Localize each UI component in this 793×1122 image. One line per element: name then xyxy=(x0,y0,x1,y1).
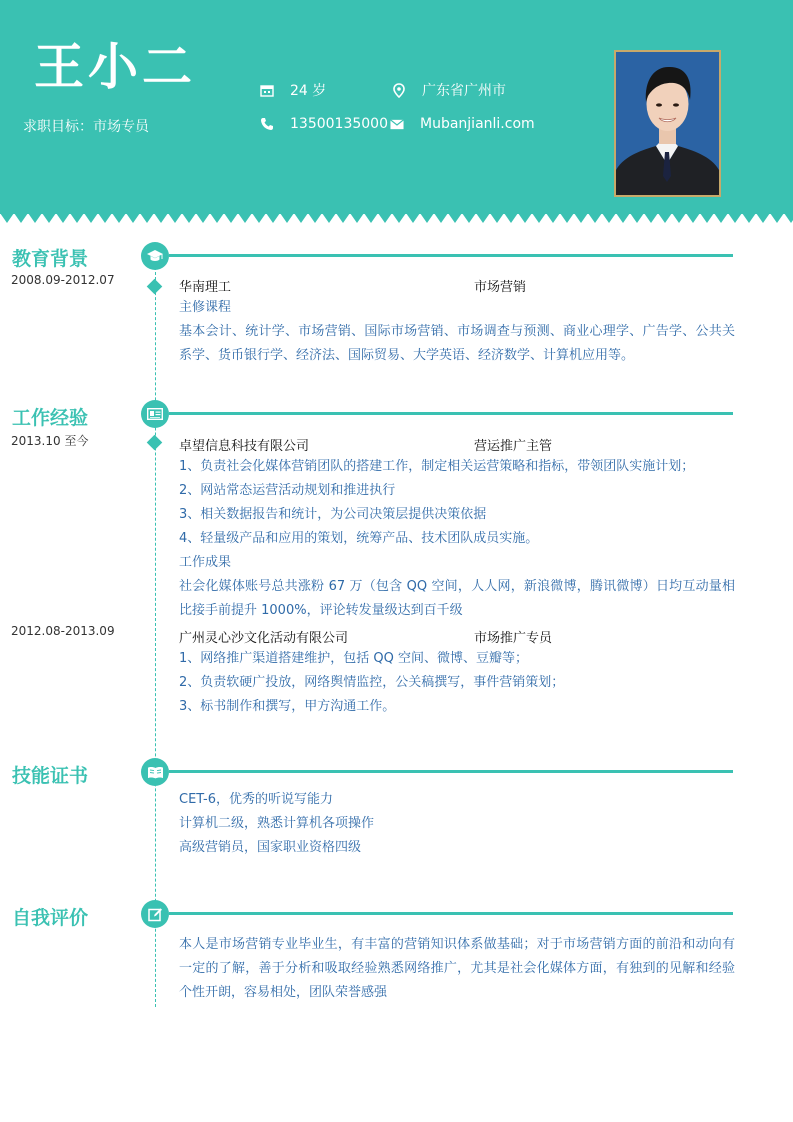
job-2-duty-2: 2、负责软硬广投放，网络舆情监控，公关稿撰写，事件营销策划； xyxy=(179,675,565,690)
courses-label: 主修课程 xyxy=(179,300,232,315)
job-2-company: 广州灵心沙文化活动有限公司 xyxy=(179,631,349,646)
section-rule-self xyxy=(169,912,733,915)
book-icon xyxy=(141,758,169,786)
job-1-date: 2013.10 至今 xyxy=(11,434,89,448)
job-2-position: 市场推广专员 xyxy=(474,631,553,646)
job-1-result-label: 工作成果 xyxy=(179,555,232,570)
education-date: 2008.09-2012.07 xyxy=(11,273,115,287)
location-pin-icon xyxy=(392,83,406,97)
email-info xyxy=(390,116,535,132)
phone-icon xyxy=(260,117,274,131)
section-title-self: 自我评价 xyxy=(12,907,89,929)
self-evaluation-text: 本人是市场营销专业毕业生，有丰富的营销知识体系做基础；对于市场营销方面的前沿和动向有一定的了解，善于分析和吸取经验熟悉网络推广，尤其是社会化媒体方面，有独到的见解和经验个性开朗，容易相处，团队荣誉感强 xyxy=(179,937,735,1000)
section-rule-education xyxy=(169,254,733,257)
job-2-duty-1: 1、网络推广渠道搭建维护，包括 QQ 空间、微博、豆瓣等； xyxy=(179,651,529,666)
skill-item-2: 计算机二级，熟悉计算机各项操作 xyxy=(179,816,375,831)
job-2-date: 2012.08-2013.09 xyxy=(11,624,115,638)
header-zigzag-edge xyxy=(0,213,793,225)
phone-value: 13500135000 xyxy=(290,116,388,132)
job-1-duty-2: 2、网站常态运营活动规划和推进执行 xyxy=(179,483,396,498)
job-1-position: 营运推广主管 xyxy=(474,439,553,454)
edit-icon xyxy=(141,900,169,928)
job-objective: 求职目标：市场专员 xyxy=(23,119,149,135)
location-value: 广东省广州市 xyxy=(422,83,506,99)
section-title-skills: 技能证书 xyxy=(12,765,89,787)
phone-info xyxy=(260,116,388,132)
skill-item-3: 高级营销员，国家职业资格四级 xyxy=(179,840,362,855)
job-1-result: 社会化媒体账号总共涨粉 67 万（包含 QQ 空间，人人网，新浪微博，腾讯微博）日均互动量相比接手前提升 1000%，评论转发量级达到百千级 xyxy=(179,579,735,618)
email-value: Mubanjianli.com xyxy=(420,116,535,132)
job-1-company: 卓望信息科技有限公司 xyxy=(179,439,310,454)
section-rule-skills xyxy=(169,770,733,773)
calendar-icon xyxy=(260,83,274,97)
major-name: 市场营销 xyxy=(474,280,527,295)
location-info xyxy=(392,80,506,100)
school-name: 华南理工 xyxy=(179,280,232,295)
age-info xyxy=(260,80,326,100)
section-title-education: 教育背景 xyxy=(12,248,89,270)
job-1-duty-3: 3、相关数据报告和统计，为公司决策层提供决策依据 xyxy=(179,507,487,522)
candidate-name: 王小二 xyxy=(34,38,196,96)
section-rule-work xyxy=(169,412,733,415)
skill-item-1: CET-6，优秀的听说写能力 xyxy=(179,792,334,807)
mail-icon xyxy=(390,117,404,131)
section-title-work: 工作经验 xyxy=(12,407,89,429)
graduation-cap-icon xyxy=(141,242,169,270)
job-1-duty-1: 1、负责社会化媒体营销团队的搭建工作，制定相关运营策略和指标，带领团队实施计划； xyxy=(179,459,695,474)
courses-text: 基本会计、统计学、市场营销、国际市场营销、市场调查与预测、商业心理学、广告学、公共关系学、货币银行学、经济法、国际贸易、大学英语、经济数学、计算机应用等。 xyxy=(179,324,735,363)
timeline-marker xyxy=(147,279,163,295)
profile-photo xyxy=(614,50,721,197)
id-card-icon xyxy=(141,400,169,428)
timeline-marker xyxy=(147,435,163,451)
job-2-duty-3: 3、标书制作和撰写，甲方沟通工作。 xyxy=(179,699,396,714)
timeline-line xyxy=(155,262,156,1007)
job-1-duty-4: 4、轻量级产品和应用的策划，统筹产品、技术团队成员实施。 xyxy=(179,531,539,546)
age-value: 24 岁 xyxy=(290,83,327,99)
header-banner xyxy=(0,0,793,214)
